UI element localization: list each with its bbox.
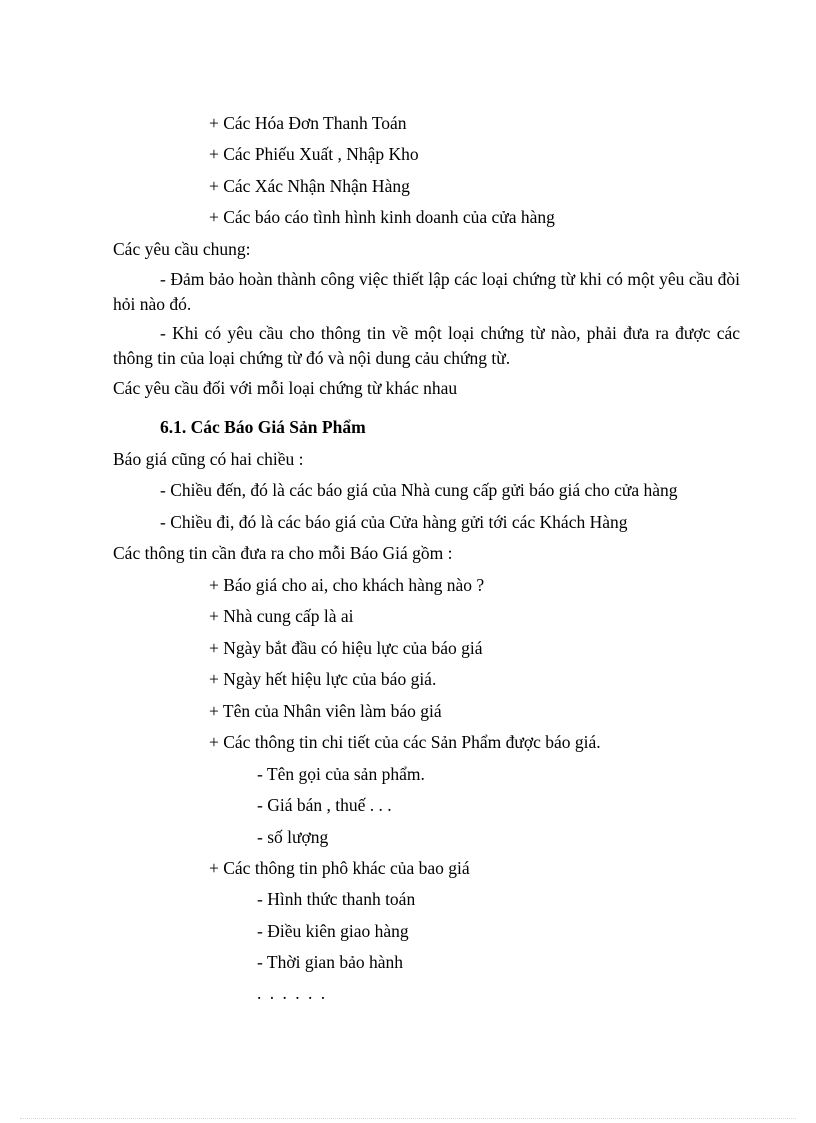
page-bottom-divider	[20, 1118, 796, 1119]
section-heading: 6.1. Các Báo Giá Sản Phẩm	[160, 417, 366, 437]
requirement-paragraph-1: - Đảm bảo hoàn thành công việc thiết lập các loại chứng từ khi có một yêu cầu đòi hỏi nào đó.	[113, 269, 740, 314]
list-item-receipt-confirmations: + Các Xác Nhận Nhận Hàng	[209, 176, 410, 196]
other-info-item: - Điều kiên giao hàng	[257, 921, 409, 941]
info-item: + Ngày hết hiệu lực của báo giá.	[209, 669, 437, 689]
info-item: + Tên của Nhân viên làm báo giá	[209, 701, 442, 721]
other-info-item: - Thời gian bảo hành	[257, 952, 403, 972]
direction-incoming: - Chiều đến, đó là các báo giá của Nhà cung cấp gửi báo giá cho cửa hàng	[160, 480, 678, 500]
info-label: Các thông tin cần đưa ra cho mỗi Báo Giá gồm :	[113, 543, 453, 563]
two-way-label: Báo giá cũng có hai chiều :	[113, 449, 304, 469]
info-item: + Nhà cung cấp là ai	[209, 606, 354, 626]
other-info-item: - Hình thức thanh toán	[257, 889, 416, 909]
product-detail-item: - số lượng	[257, 827, 329, 847]
product-detail-item: - Tên gọi của sản phẩm.	[257, 764, 425, 784]
direction-outgoing: - Chiều đi, đó là các báo giá của Cửa hàng gửi tới các Khách Hàng	[160, 512, 628, 532]
list-item-invoices: + Các Hóa Đơn Thanh Toán	[209, 113, 407, 133]
ellipsis: . . . . . .	[257, 983, 328, 1003]
general-requirements-label: Các yêu cầu chung:	[113, 239, 251, 259]
requirement-paragraph-2: - Khi có yêu cầu cho thông tin về một loại chứng từ nào, phải đưa ra được các thông tin của loại chứng từ đó và nội dung cảu chứng từ.	[113, 323, 740, 368]
list-item-business-reports: + Các báo cáo tình hình kinh doanh của cửa hàng	[209, 207, 555, 227]
info-item: + Các thông tin chi tiết của các Sản Phẩm được báo giá.	[209, 732, 601, 752]
info-item: + Ngày bắt đầu có hiệu lực của báo giá	[209, 638, 483, 658]
per-type-requirements-label: Các yêu cầu đối với mỗi loại chứng từ khác nhau	[113, 378, 458, 398]
info-item: + Báo giá cho ai, cho khách hàng nào ?	[209, 575, 485, 595]
product-detail-item: - Giá bán , thuế . . .	[257, 795, 392, 815]
list-item-warehouse-slips: + Các Phiếu Xuất , Nhập Kho	[209, 144, 419, 164]
other-info-label: + Các thông tin phô khác của bao giá	[209, 858, 470, 878]
